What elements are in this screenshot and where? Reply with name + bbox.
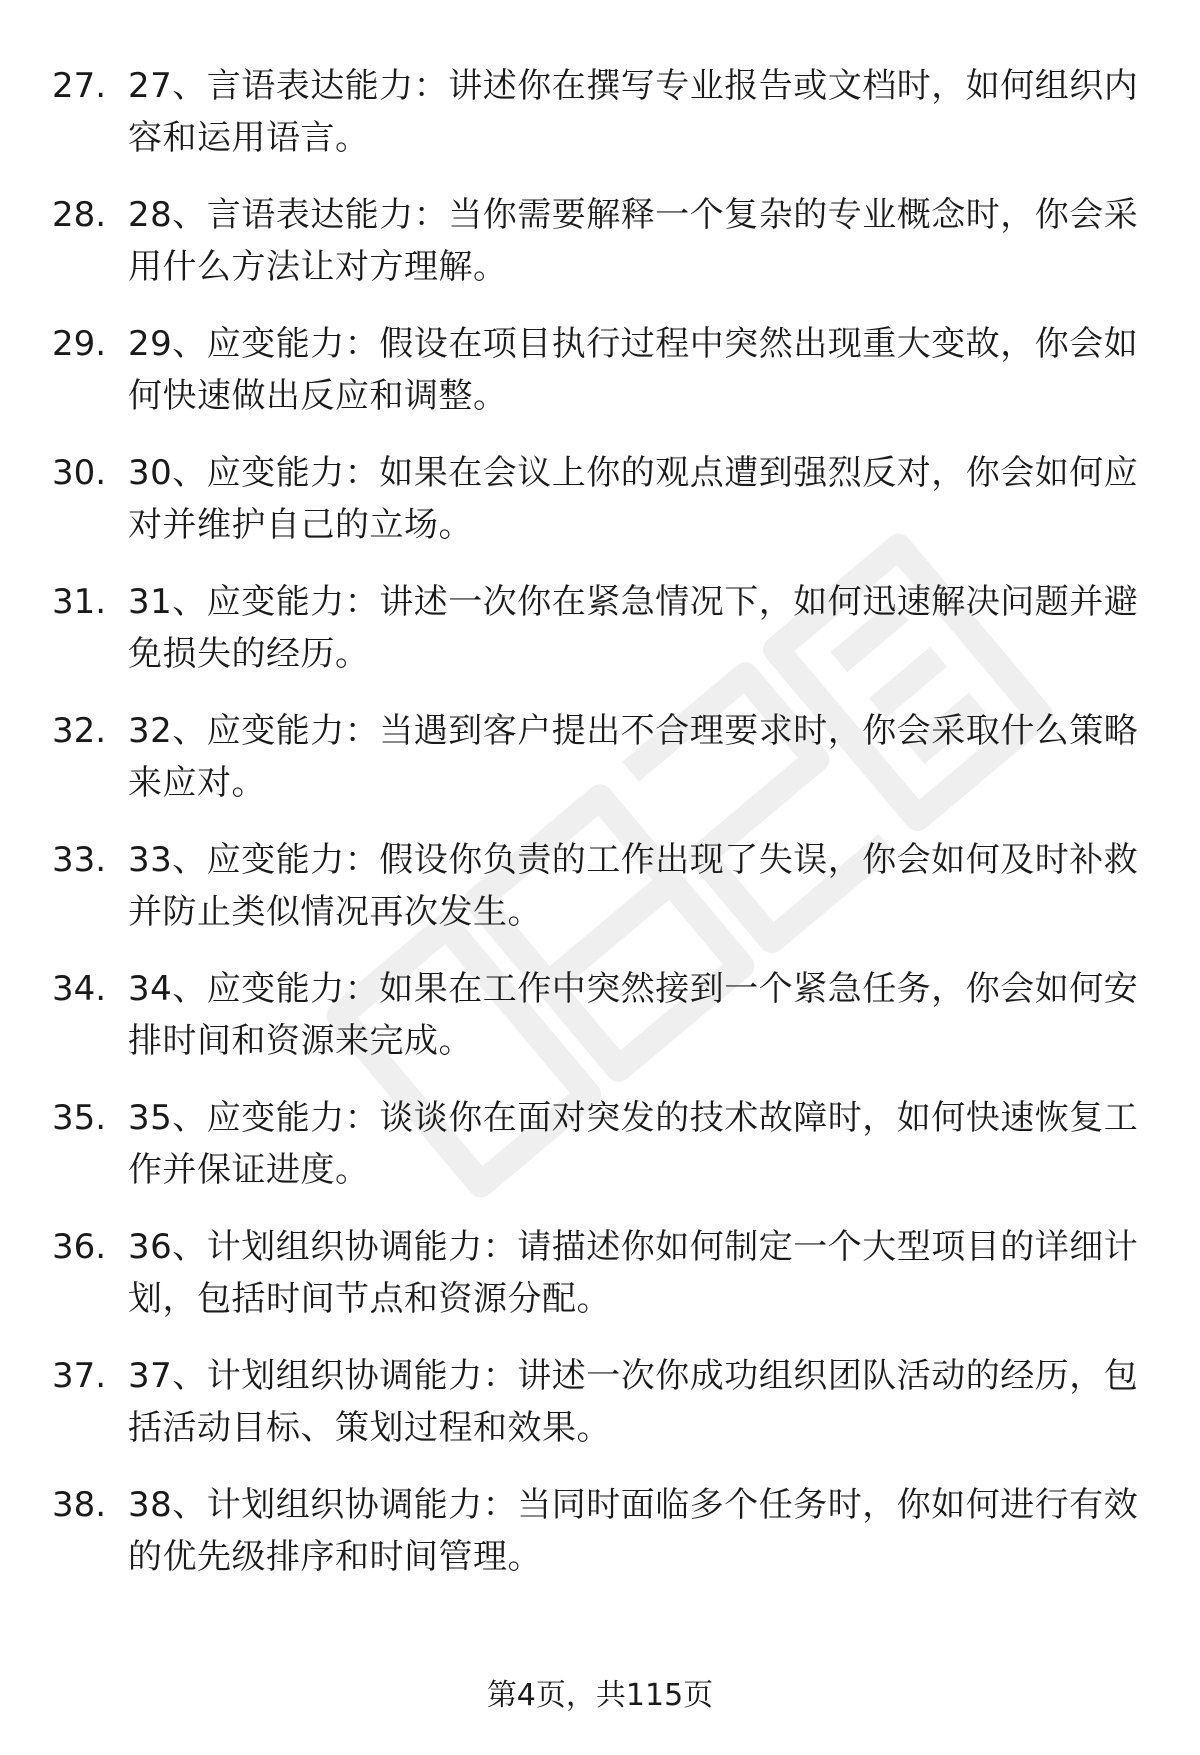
item-number: 30.: [52, 453, 107, 493]
item-text: 35、应变能力：谈谈你在面对突发的技术故障时，如何快速恢复工作并保证进度。: [128, 1098, 1139, 1190]
item-text: 37、计划组织协调能力：讲述一次你成功组织团队活动的经历，包括活动目标、策划过程和效果。: [128, 1356, 1139, 1448]
item-number: 33.: [52, 840, 107, 880]
item-number: 34.: [52, 969, 107, 1009]
item-number: 35.: [52, 1098, 107, 1138]
item-number: 37.: [52, 1356, 107, 1396]
list-item: [0, 834, 1200, 963]
list-item: [0, 1350, 1200, 1479]
item-text: 30、应变能力：如果在会议上你的观点遭到强烈反对，你会如何应对并维护自己的立场。: [128, 453, 1139, 545]
item-number: 29.: [52, 324, 107, 364]
item-number: 32.: [52, 711, 107, 751]
page-number-label: 第4页，共115页: [486, 1678, 714, 1713]
item-number: 27.: [52, 66, 107, 106]
item-text: 36、计划组织协调能力：请描述你如何制定一个大型项目的详细计划，包括时间节点和资源分配。: [128, 1227, 1139, 1319]
item-text: 27、言语表达能力：讲述你在撰写专业报告或文档时，如何组织内容和运用语言。: [128, 66, 1139, 158]
item-text: 31、应变能力：讲述一次你在紧急情况下，如何迅速解决问题并避免损失的经历。: [128, 582, 1139, 674]
list-item: [0, 1221, 1200, 1350]
list-item: [0, 60, 1200, 189]
list-item: [0, 318, 1200, 447]
item-number: 28.: [52, 195, 107, 235]
item-text: 33、应变能力：假设你负责的工作出现了失误，你会如何及时补救并防止类似情况再次发生。: [128, 840, 1139, 932]
list-item: [0, 705, 1200, 834]
list-item: [0, 447, 1200, 576]
list-item: [0, 1092, 1200, 1221]
item-text: 28、言语表达能力：当你需要解释一个复杂的专业概念时，你会采用什么方法让对方理解。: [128, 195, 1139, 287]
item-number: 31.: [52, 582, 107, 622]
item-number: 38.: [52, 1485, 107, 1525]
item-text: 38、计划组织协调能力：当同时面临多个任务时，你如何进行有效的优先级排序和时间管理。: [128, 1485, 1139, 1577]
page-footer: [0, 1676, 1200, 1716]
question-list: [0, 60, 1200, 1608]
item-text: 34、应变能力：如果在工作中突然接到一个紧急任务，你会如何安排时间和资源来完成。: [128, 969, 1139, 1061]
list-item: [0, 963, 1200, 1092]
item-text: 29、应变能力：假设在项目执行过程中突然出现重大变故，你会如何快速做出反应和调整。: [128, 324, 1139, 416]
item-text: 32、应变能力：当遇到客户提出不合理要求时，你会采取什么策略来应对。: [128, 711, 1139, 803]
list-item: [0, 189, 1200, 318]
list-item: [0, 1479, 1200, 1608]
item-number: 36.: [52, 1227, 107, 1267]
list-item: [0, 576, 1200, 705]
